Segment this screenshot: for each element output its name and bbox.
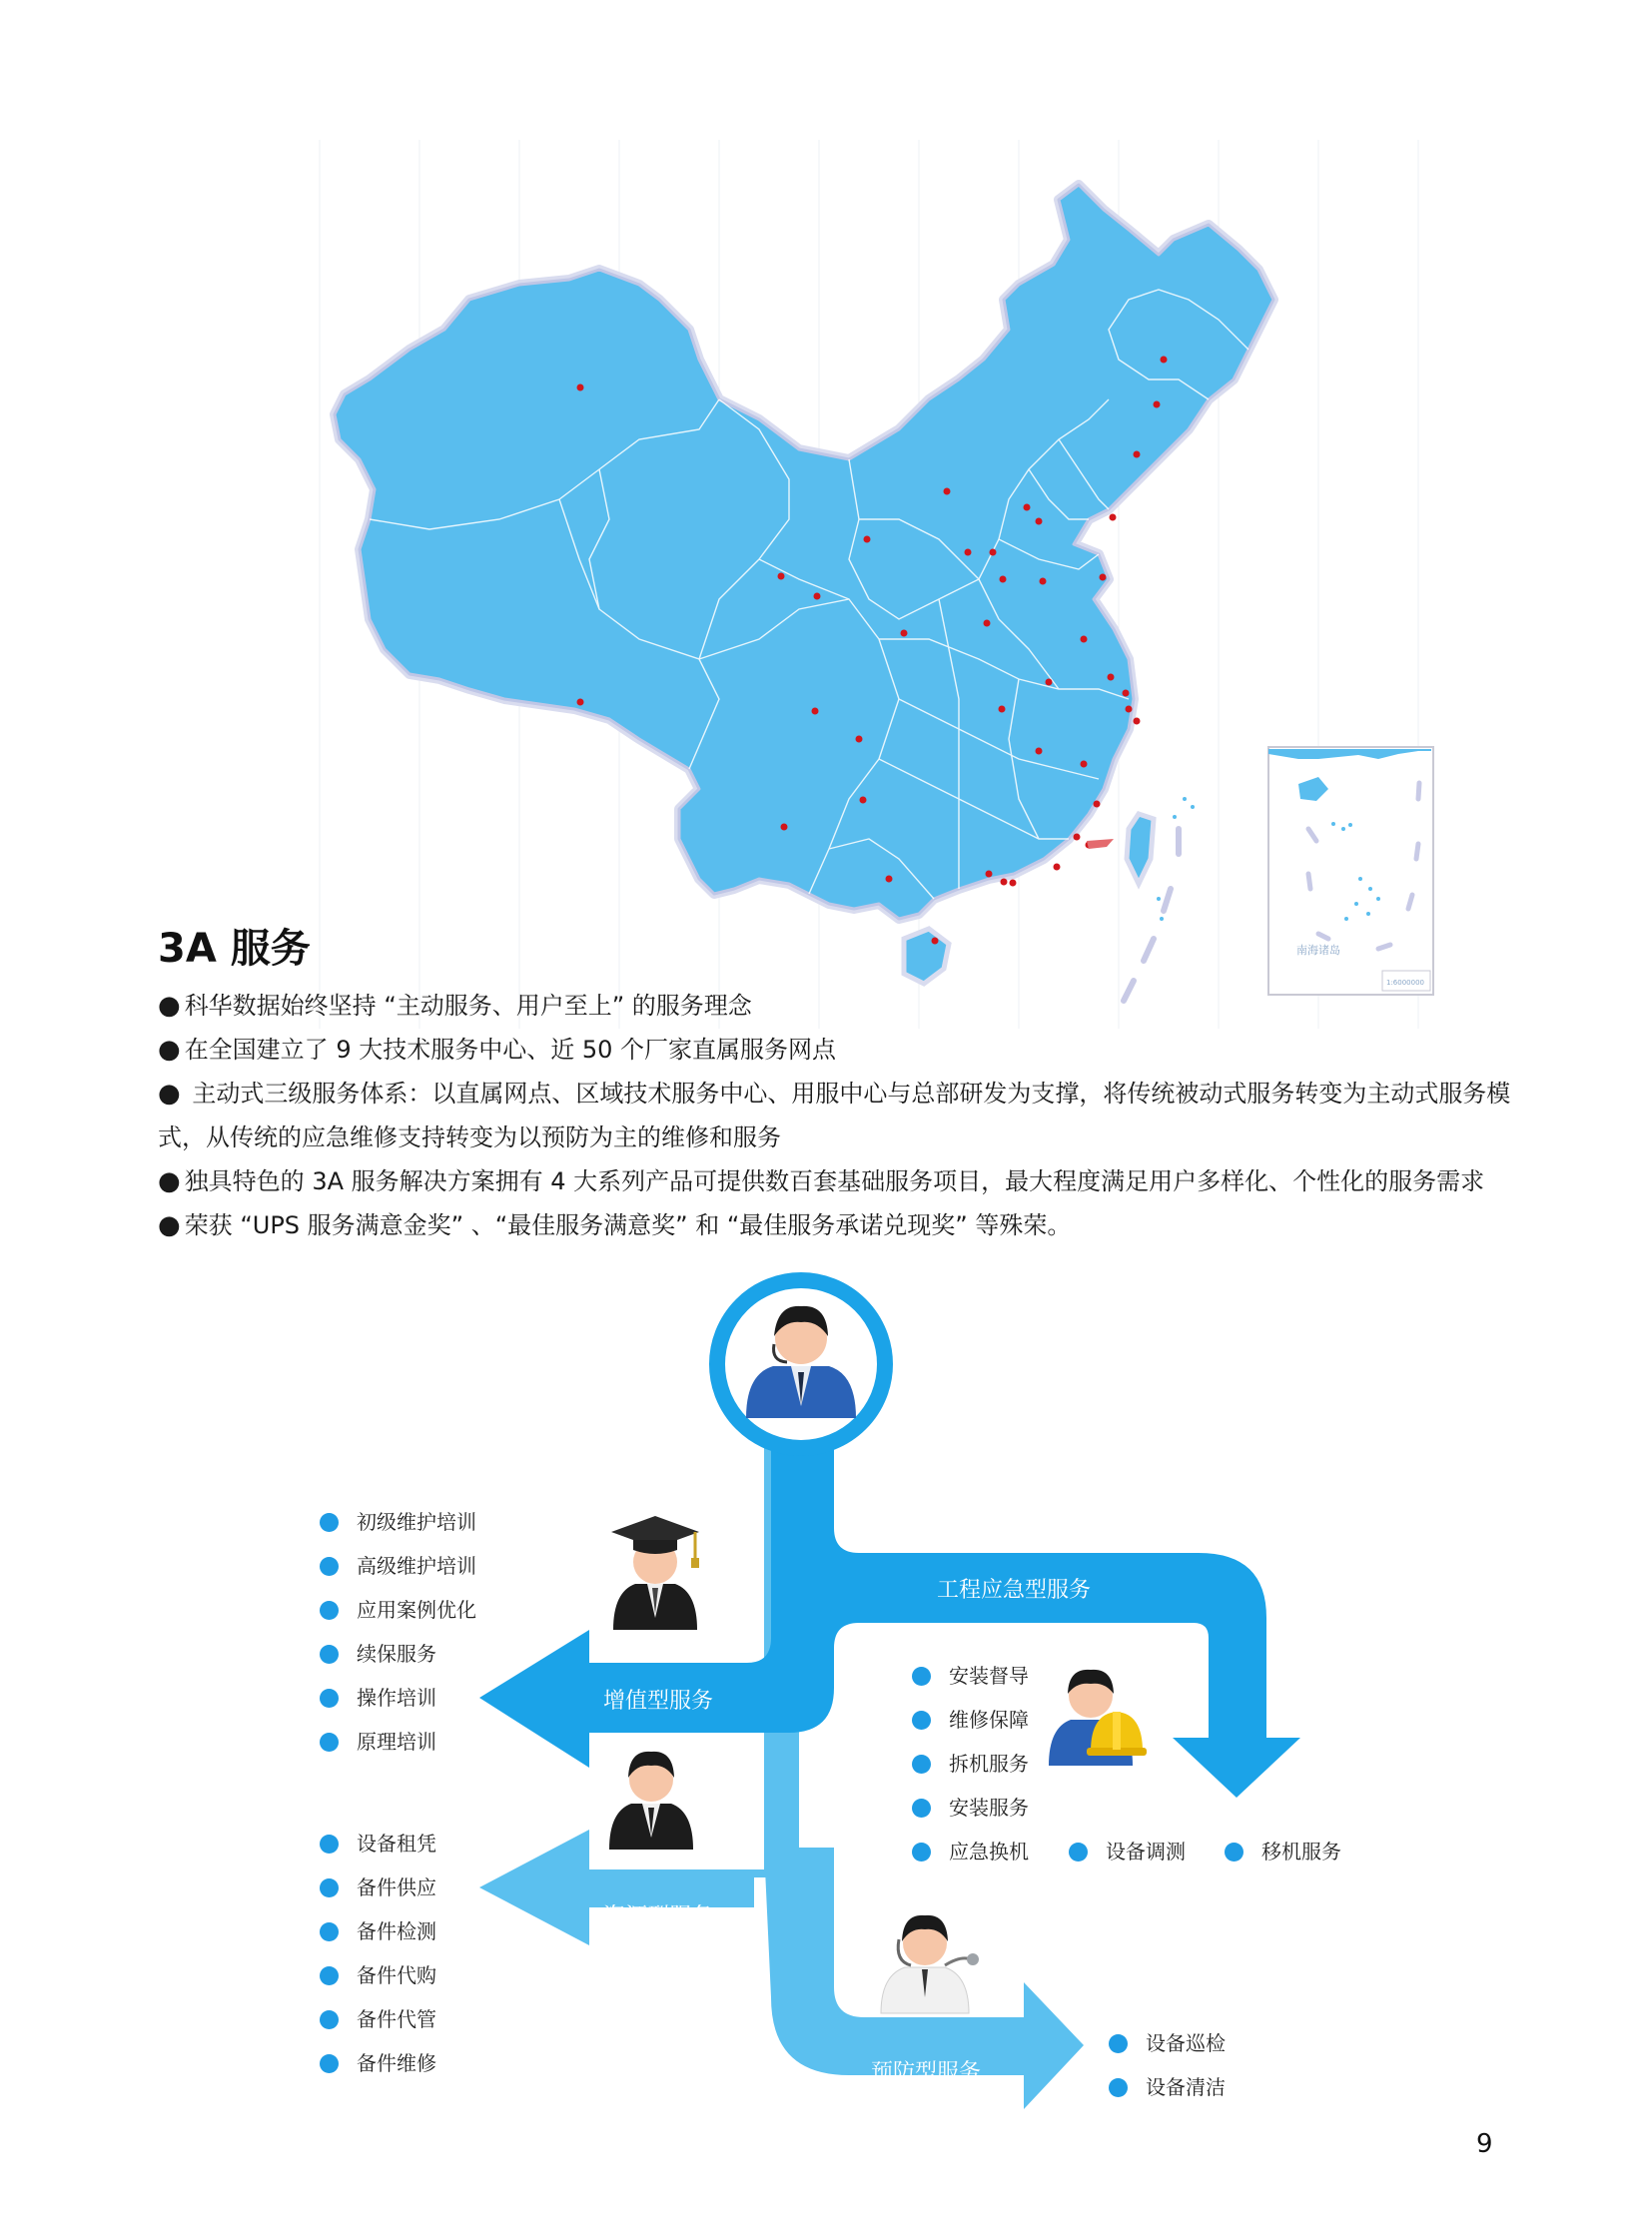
list-item: 设备清洁: [1109, 2071, 1226, 2100]
bullet-dot: [1225, 1843, 1243, 1862]
bullet-dot: [912, 1711, 931, 1730]
bullet-dot: [912, 1755, 931, 1774]
list-item: 维修保障: [912, 1704, 1029, 1733]
list-item: 续保服务: [320, 1638, 436, 1667]
route-label-resource: 资源型服务: [603, 1904, 714, 1929]
businessman-icon: [609, 1752, 693, 1850]
bullet-dot: [320, 2054, 339, 2073]
page-number: 9: [1476, 2129, 1493, 2159]
bullet-dot: [320, 1733, 339, 1752]
list-item: 初级维护培训: [320, 1506, 476, 1535]
list-item: 应急换机: [912, 1836, 1029, 1865]
list-item: 备件代购: [320, 1959, 436, 1988]
list-item: 设备租凭: [320, 1828, 436, 1857]
list-item: 高级维护培训: [320, 1550, 476, 1579]
bullet-dot: [320, 1878, 339, 1897]
bullet-dot: [320, 1966, 339, 1985]
bullet-dot: [320, 2010, 339, 2029]
section-title: 3A 服务: [158, 926, 311, 972]
list-item: 设备巡检: [1109, 2027, 1226, 2056]
inset-label: 南海诸岛: [1296, 944, 1340, 957]
bullet-dot: [320, 1601, 339, 1620]
list-item: 安装服务: [912, 1792, 1029, 1821]
bullet-dot: [320, 1835, 339, 1854]
list-item: 原理培训: [320, 1726, 436, 1755]
list-item: 设备调测: [1069, 1836, 1186, 1865]
list-item: 移机服务: [1225, 1836, 1341, 1865]
bullet-dot: [320, 1645, 339, 1664]
engineer-hardhat-icon: [1049, 1670, 1147, 1766]
bullet-item: ● 荣获 “UPS 服务满意金奖” 、“最佳服务满意奖” 和 “最佳服务承诺兑现奖” 等殊荣。: [158, 1210, 1072, 1240]
bullet-dot: [320, 1557, 339, 1576]
doctor-icon: [881, 1915, 979, 2013]
bullet-item: ● 独具特色的 3A 服务解决方案拥有 4 大系列产品可提供数百套基础服务项目，最大程度满足用户多样化、个性化的服务需求: [158, 1166, 1485, 1196]
bullet-dot: [320, 1689, 339, 1708]
list-item: 备件代管: [320, 2003, 436, 2032]
route-label-preventive: 预防型服务: [871, 2060, 982, 2085]
china-map: [0, 0, 1652, 1039]
list-item: 操作培训: [320, 1682, 436, 1711]
list-item: 备件维修: [320, 2047, 436, 2076]
route-label-value-added: 增值型服务: [603, 1689, 714, 1714]
bullet-item: ● 科华数据始终坚持 “主动服务、用户至上” 的服务理念: [158, 991, 752, 1021]
service-flow-diagram: [0, 1258, 1652, 2137]
list-item: 拆机服务: [912, 1748, 1029, 1777]
graduate-icon: [611, 1516, 699, 1630]
list-item: 安装督导: [912, 1660, 1029, 1689]
bullet-item: ● 主动式三级服务体系：以直属网点、区域技术服务中心、用服中心与总部研发为支撑，将传统被动式服务转变为主动式服务模式，从传统的应急维修支持转变为以预防为主的维修和服务: [158, 1079, 1511, 1151]
list-item: 应用案例优化: [320, 1594, 476, 1623]
south-china-sea-inset: [1268, 747, 1433, 995]
bullet-dot: [1109, 2078, 1128, 2097]
bullet-dot: [320, 1513, 339, 1532]
list-item: 备件供应: [320, 1871, 436, 1900]
bullet-dot: [1109, 2034, 1128, 2053]
bullet-dot: [320, 1922, 339, 1941]
taiwan-island: [1127, 814, 1154, 884]
inset-scale: 1:6000000: [1386, 979, 1424, 987]
hainan-island: [904, 929, 949, 984]
bullet-dot: [912, 1843, 931, 1862]
service-bullets: [158, 984, 1516, 1247]
list-item: 备件检测: [320, 1915, 436, 1944]
bullet-item: ● 在全国建立了 9 大技术服务中心、近 50 个厂家直属服务网点: [158, 1035, 837, 1065]
bullet-dot: [1069, 1843, 1088, 1862]
bullet-dot: [912, 1799, 931, 1818]
bullet-dot: [912, 1667, 931, 1686]
route-label-engineering: 工程应急型服务: [937, 1578, 1092, 1603]
